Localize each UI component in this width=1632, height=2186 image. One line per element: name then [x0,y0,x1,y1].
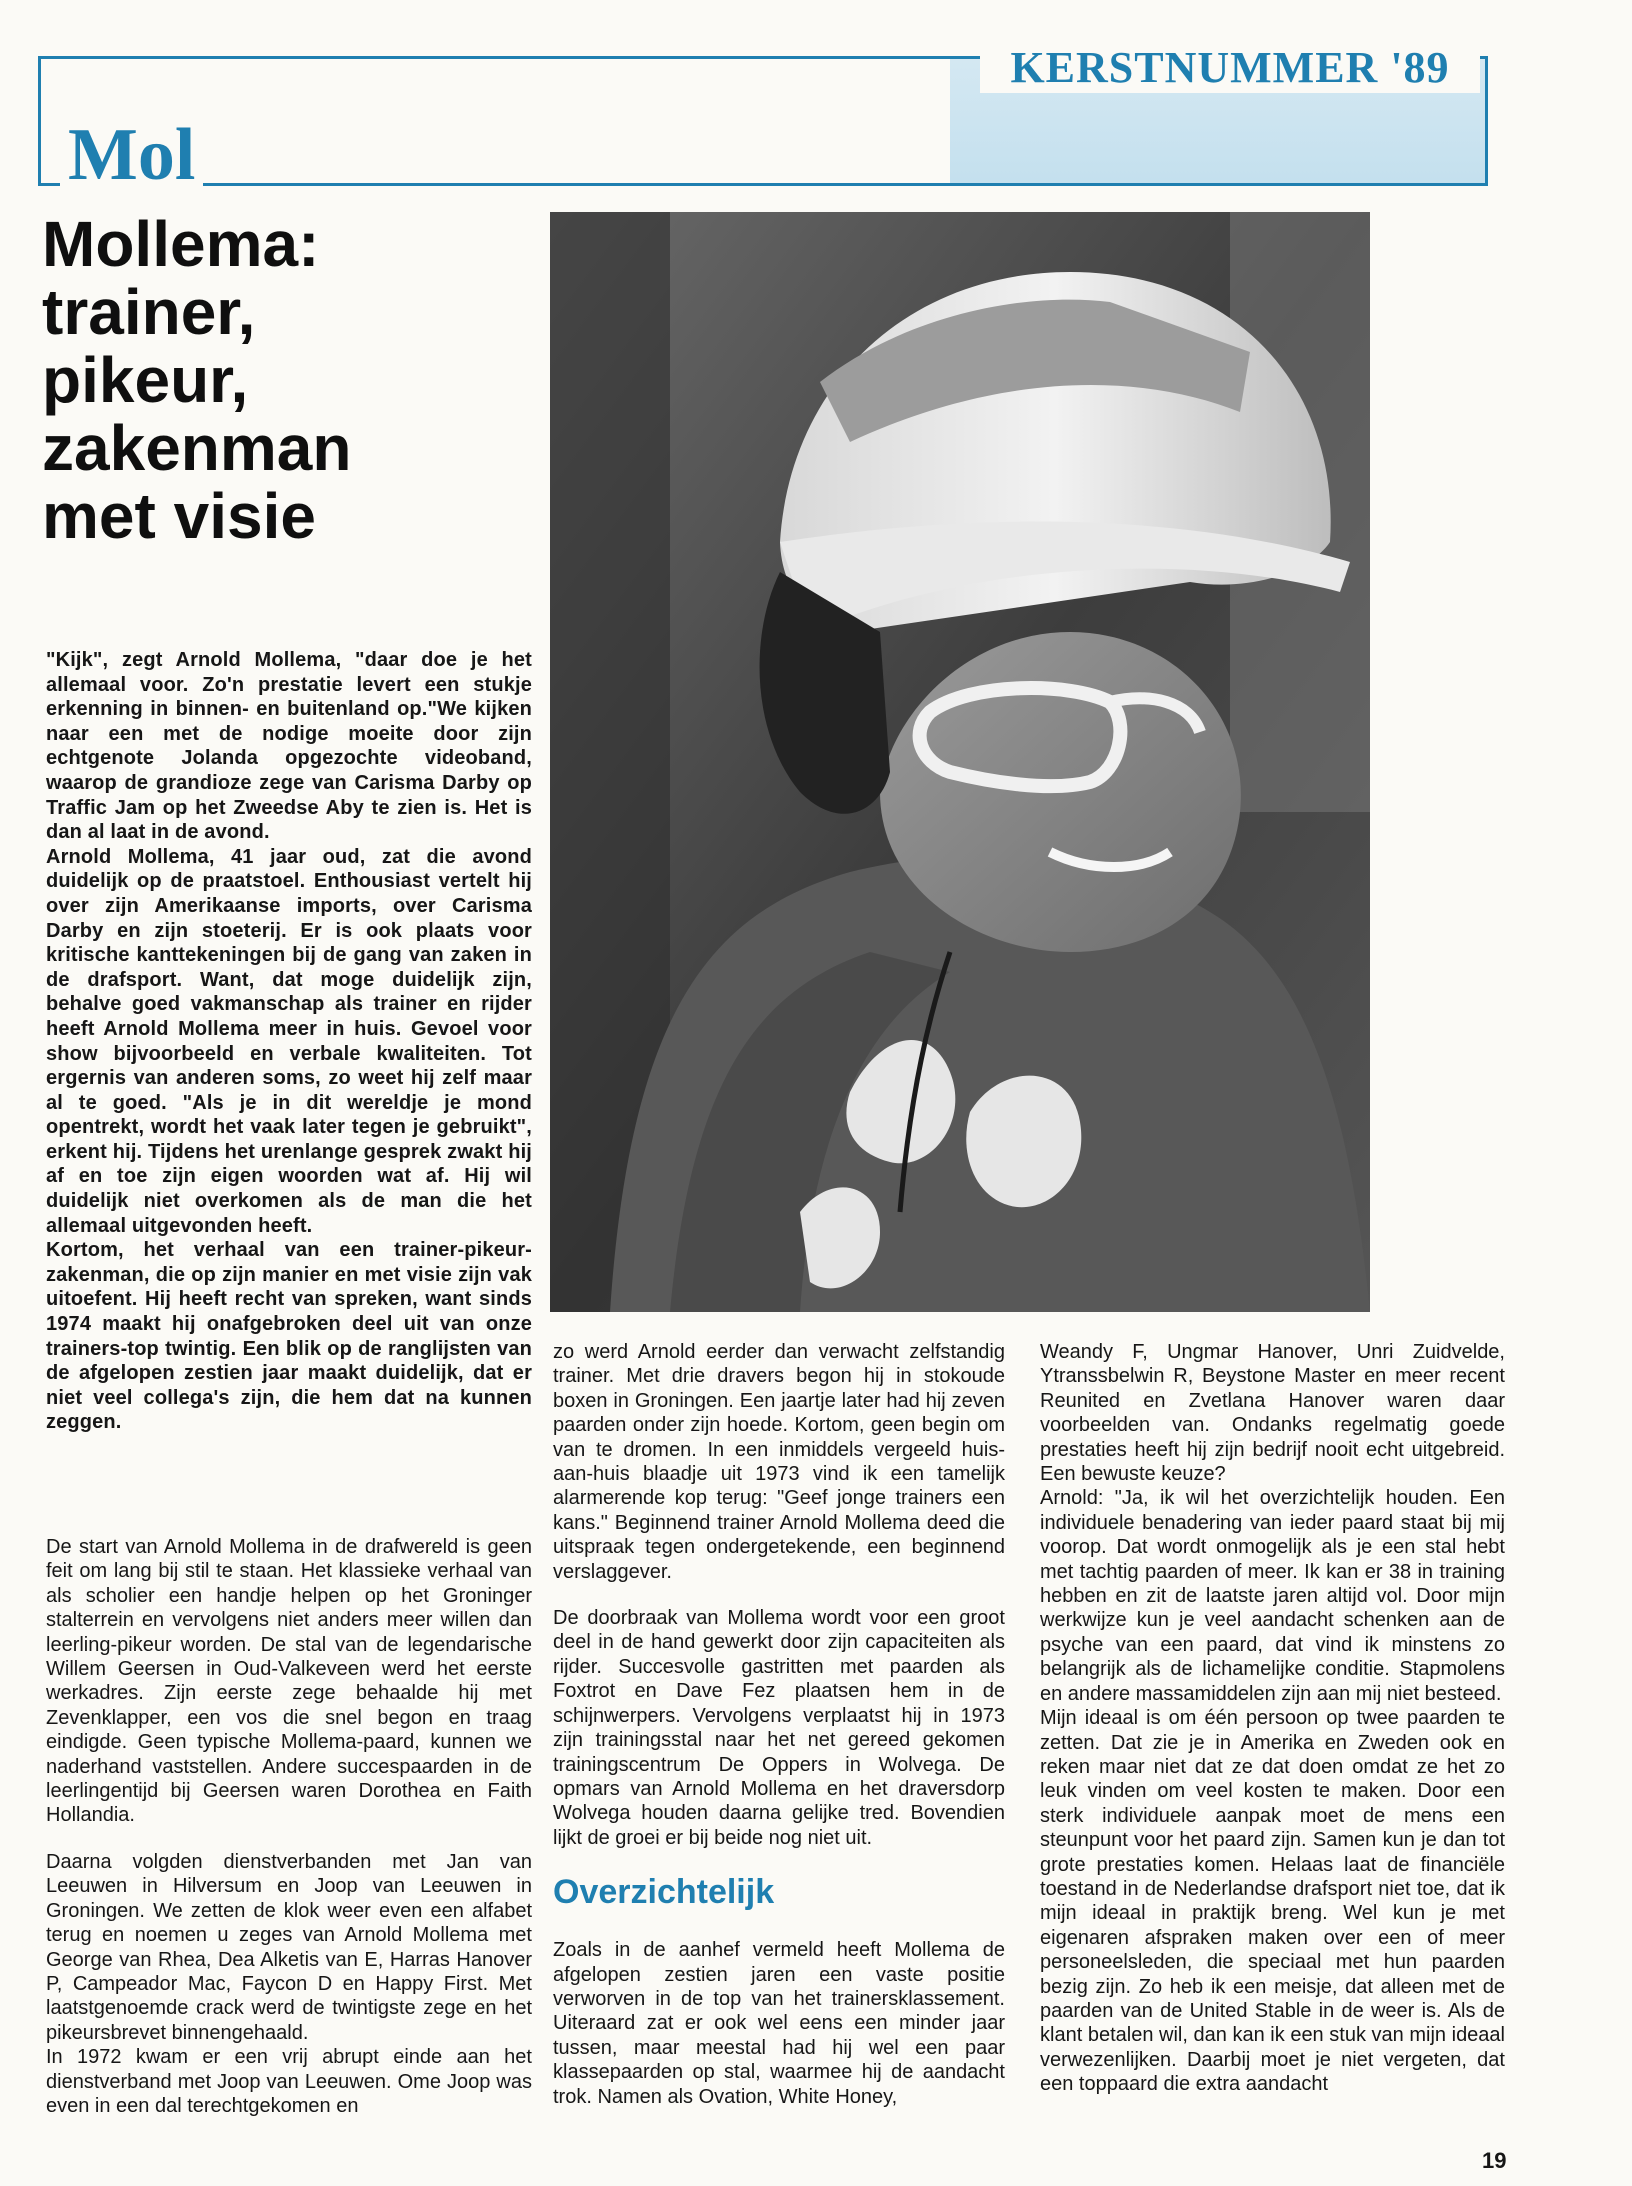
title-line: pikeur, [42,344,249,416]
page-number: 19 [1482,2148,1507,2173]
body-column-1 [46,1535,532,2140]
frame-rule-left [38,56,41,186]
body-paragraph: Mijn ideaal is om één persoon op twee paarden te zetten. Dat zie je in Amerika en Zweden ook en reken maar niet dat ze dat doen omdat ze het zo leuk vinden om veel kosten te maken. Door een sterk individuele aanpak moet de mens een steunpunt voor het paard zijn. Samen kun je dan tot grote prestaties komen. Helaas laat de financiële toestand in de Nederlandse drafsport niet toe, dat ik mijn ideaal in praktijk breng. Wel kun je met eigenaren afspraken maken over een of meer personeelsleden, die speciaal met hun paarden bezig zijn. Zo heb ik een meisje, dat alleen met de paarden van de United Stable in de weer is. Als de klant betalen wil, dan kan ik een stuk van mijn ideaal verwezenlijken. Daarbij moet je niet vergeten, dat een toppaard die extra aandacht [1040,1707,1505,2096]
title-line: met visie [42,480,316,552]
title-line: trainer, [42,276,256,348]
body-paragraph: Weandy F, Ungmar Hanover, Unri Zuidvelde, Ytranssbelwin R, Beystone Master en meer recent Reunited en Zvetlana Hanover waren daar voorbeelden van. Ondanks regelmatig goede prestaties heeft hij zijn bedrijf nooit echt uitgebreid. Een bewuste keuze? [1040,1341,1505,1486]
issue-banner: KERSTNUMMER '89 [980,42,1480,93]
body-paragraph: zo werd Arnold eerder dan verwacht zelfstandig trainer. Met drie dravers begon hij in stokoude boxen in Groningen. Een jaartje later had hij zeven paarden onder zijn hoede. Kortom, geen begin om van te dromen. In een inmiddels vergeeld huis-aan-huis blaadje uit 1973 vind ik een tamelijk alarmerende kop terug: "Geef jonge trainers een kans." Beginnend trainer Arnold Mollema deed die uitspraak tegen ondergetekende, een beginnend verslaggever. [553,1341,1005,1583]
title-line: zakenman [42,412,352,484]
jockey-photo-illustration [550,212,1370,1312]
frame-rule-right [1485,56,1488,186]
body-paragraph: Arnold: "Ja, ik wil het overzichtelijk houden. Een individuele benadering van ieder paard staat bij mij voorop. Dat wordt onmogelijk als je een stal hebt met tachtig paarden of meer. Ik kan er 38 in training hebben en zit de laatste jaren altijd vol. Door mijn werkwijze kun je veel aandacht schenken aan de psyche van een paard, dat vind ik minstens zo belangrijk als de lichamelijke conditie. Stapmolens en andere massamiddelen zijn aan mij niet besteed. [1040,1487,1505,1705]
intro-paragraph: Kortom, het verhaal van een trainer-pikeur-zakenman, die op zijn manier en met visie zijn vak uitoefent. Hij heeft recht van spreken, want sinds 1974 maakt hij onafgebroken deel uit van onze trainers-top twintig. Een blik op de ranglijsten van de afgelopen zestien jaar maakt duidelijk, dat er niet veel collega's zijn, die hem dat na kunnen zeggen. [46,1239,532,1434]
jockey-photo [550,212,1370,1312]
article-intro [46,648,532,1435]
body-paragraph: De doorbraak van Mollema wordt voor een groot deel in de hand gewerkt door zijn capaciteiten als rijder. Succesvolle gastritten met paarden als Foxtrot en Dave Fez plaatsen hem in de schijnwerpers. Vervolgens verplaatst hij in 1973 zijn trainingsstal naar het net gereed gekomen trainingscentrum De Oppers in Wolvega. De opmars van Arnold Mollema en het draversdorp Wolvega houden daarna gelijke tred. Bovendien lijkt de groei er bij beide nog niet uit. [553,1607,1005,1849]
body-paragraph: Daarna volgden dienstverbanden met Jan van Leeuwen in Hilversum en Joop van Leeuwen in Groningen. We zetten de klok weer even een alfabet terug en noemen u zeges van Arnold Mollema met George van Rhea, Dea Alketis van E, Harras Hanover P, Campeador Mac, Faycon D en Happy First. Met laatstgenoemde crack werd de twintigste zege en het pikeursbrevet binnengehaald. [46,1850,532,2044]
article-title [42,210,522,550]
frame-rule-bottom [38,183,1488,186]
body-column-2 [553,1340,1005,2131]
body-column-3 [1040,1340,1505,2097]
body-paragraph: De start van Arnold Mollema in de drafwereld is geen feit om lang bij stil te staan. Het klassieke verhaal van als scholier een handje helpen op het Groninger stalterrein en vervolgens niet anders meer willen dan leerling-pikeur worden. De stal van de legendarische Willem Geersen in Oud-Valkeveen werd het eerste werkadres. Zijn eerste zege behaalde hij met Zevenklapper, een vos die snel begon en traag eindigde. Geen typische Mollema-paard, kunnen we naderhand vaststellen. Andere succespaarden in de leerlingentijd bij Geersen waren Dorothea en Faith Hollandia. [46,1536,532,1827]
intro-paragraph: Arnold Mollema, 41 jaar oud, zat die avond duidelijk op de praatstoel. Enthousiast vertelt hij over zijn Amerikaanse imports, over Carisma Darby en zijn stoeterij. Er is ook plaats voor kritische kanttekeningen bij de gang van zaken in de drafsport. Want, dat moge duidelijk zijn, behalve goed vakmanschap als trainer en rijder heeft Arnold Mollema meer in huis. Gevoel voor show bijvoorbeeld en verbale kwaliteiten. Tot ergernis van anderen soms, zo weet hij zelf maar al te goed. "Als je in dit wereldje je mond opentrekt, wordt het vaak later tegen je gebruikt", erkent hij. Tijdens het urenlange gesprek zwakt hij af en toe zijn eigen woorden wat af. Hij wil duidelijk niet overkomen als de man die het allemaal uitgevonden heeft. [46,845,532,1237]
section-label: Mol [60,118,203,192]
subheading: Overzichtelijk [553,1873,775,1912]
title-line: Mollema: [42,208,320,280]
body-paragraph: In 1972 kwam er een vrij abrupt einde aan het dienstverband met Joop van Leeuwen. Ome Joop was even in een dal terechtgekomen en [46,2046,532,2117]
intro-paragraph: "Kijk", zegt Arnold Mollema, "daar doe je het allemaal voor. Zo'n prestatie levert een stukje erkenning in binnen- en buitenland op."We kijken naar een met de nodige moeite door zijn echtgenote Jolanda opgezochte videoband, waarop de grandioze zege van Carisma Darby op Traffic Jam op het Zweedse Aby te zien is. Het is dan al laat in de avond. [46,649,532,844]
body-paragraph: Zoals in de aanhef vermeld heeft Mollema de afgelopen zestien jaren een vaste positie verworven in de top van het trainersklassement. Uiteraard zat er ook wel eens een minder jaar tussen, maar meestal had hij wel een paar klassepaarden op stal, waarmee hij de aandacht trok. Namen als Ovation, White Honey, [553,1939,1005,2108]
